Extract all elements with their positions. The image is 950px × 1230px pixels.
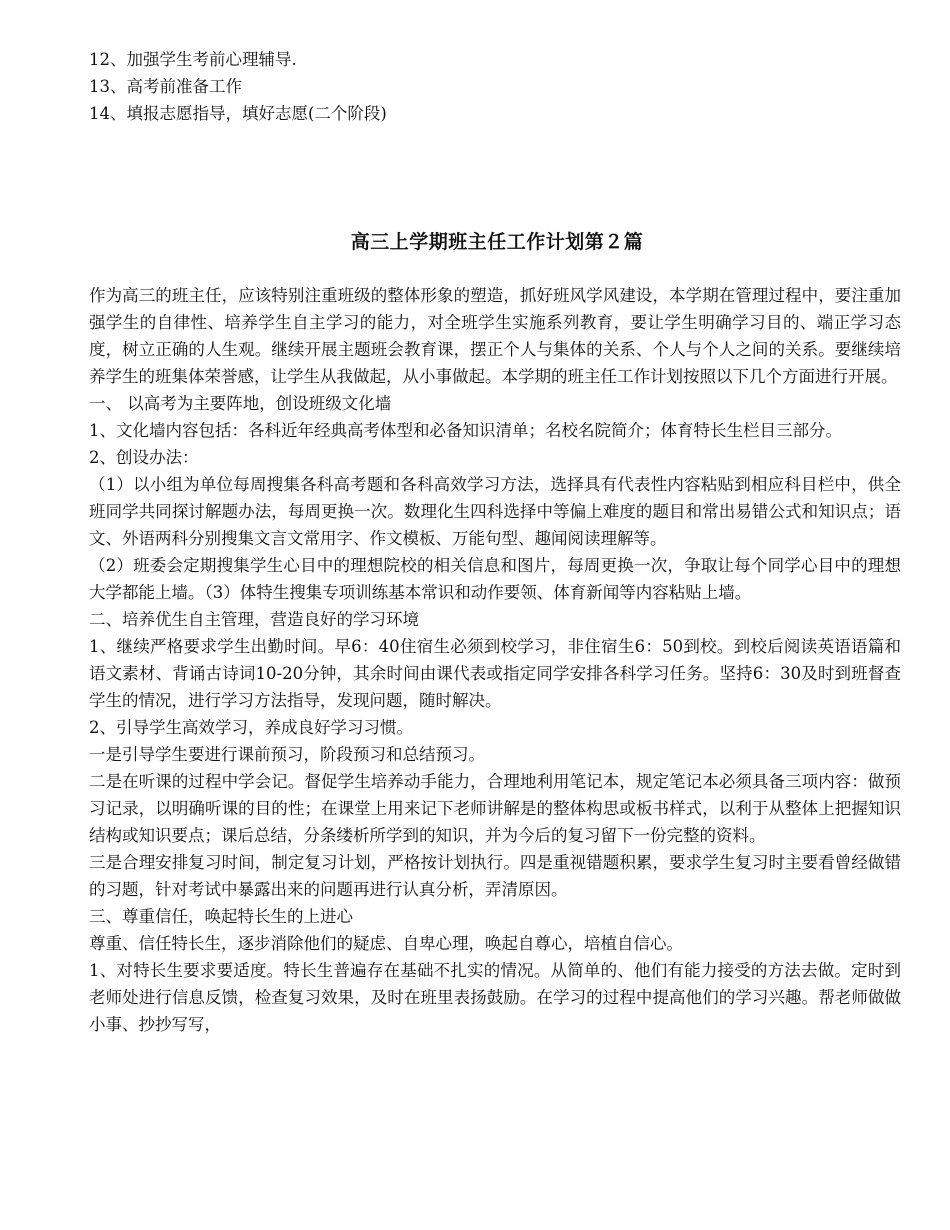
list-item: 13、高考前准备工作 <box>89 77 242 96</box>
paragraph: 1、对特长生要求要适度。特长生普遍存在基础不扎实的情况。从简单的、他们有能力接受的方法去做。定时到老师处进行信息反馈，检查复习效果，及时在班里表扬鼓励。在学习的过程中提高他们的学习兴趣。帮老师做做小事、抄抄写写， <box>89 961 901 1034</box>
list-item: 12、加强学生考前心理辅导. <box>89 50 297 69</box>
list-item: 14、填报志愿指导，填好志愿(二个阶段) <box>89 104 387 123</box>
section-heading-1: 一、 以高考为主要阵地，创设班级文化墙 <box>89 394 392 413</box>
article-body <box>89 282 901 1038</box>
paragraph: 2、引导学生高效学习，养成良好学习习惯。 <box>89 718 413 737</box>
paragraph: 1、文化墙内容包括：各科近年经典高考体型和必备知识清单；名校名院简介；体育特长生栏目三部分。 <box>89 421 842 440</box>
paragraph: （2）班委会定期搜集学生心目中的理想院校的相关信息和图片，每周更换一次，争取让每个同学心目中的理想大学都能上墙。（3）体特生搜集专项训练基本常识和动作要领、体育新闻等内容粘贴上墙。 <box>89 556 901 602</box>
intro-paragraph: 作为高三的班主任，应该特别注重班级的整体形象的塑造，抓好班风学风建设，本学期在管理过程中，要注重加强学生的自律性、培养学生自主学习的能力，对全班学生实施系列教育，要让学生明确学习目的、端正学习态度，树立正确的人生观。继续开展主题班会教育课，摆正个人与集体的关系、个人与个人之间的关系。要继续培养学生的班集体荣誉感，让学生从我做起，从小事做起。本学期的班主任工作计划按照以下几个方面进行开展。 <box>89 286 901 386</box>
paragraph: 2、创设办法： <box>89 448 199 467</box>
paragraph: （1）以小组为单位每周搜集各科高考题和各科高效学习方法，选择具有代表性内容粘贴到相应科目栏中，供全班同学共同探讨解题办法，每周更换一次。数理化生四科选择中等偏上难度的题目和常出易错公式和知识点；语文、外语两科分别搜集文言文常用字、作文模板、万能句型、趣闻阅读理解等。 <box>89 475 901 548</box>
paragraph: 三是合理安排复习时间，制定复习计划，严格按计划执行。四是重视错题积累，要求学生复习时主要看曾经做错的习题，针对考试中暴露出来的问题再进行认真分析，弄清原因。 <box>89 853 901 899</box>
paragraph: 二是在听课的过程中学会记。督促学生培养动手能力，合理地利用笔记本，规定笔记本必须具备三项内容：做预习记录，以明确听课的目的性；在课堂上用来记下老师讲解是的整体构思或板书样式，以利于从整体上把握知识结构或知识要点；课后总结，分条缕析所学到的知识，并为今后的复习留下一份完整的资料。 <box>89 772 901 845</box>
previous-section-list <box>89 46 905 127</box>
paragraph: 尊重、信任特长生，逐步消除他们的疑虑、自卑心理，唤起自尊心，培植自信心。 <box>89 934 683 953</box>
section-heading-2: 二、培养优生自主管理，营造良好的学习环境 <box>89 610 419 629</box>
paragraph: 1、继续严格要求学生出勤时间。早6：40住宿生必须到校学习，非住宿生6：50到校。到校后阅读英语语篇和语文素材、背诵古诗词10-20分钟，其余时间由课代表或指定同学安排各科学习任务。坚持6：30及时到班督查学生的情况，进行学习方法指导，发现问题，随时解决。 <box>89 637 901 710</box>
section-heading-3: 三、尊重信任，唤起特长生的上进心 <box>89 907 353 926</box>
paragraph: 一是引导学生要进行课前预习，阶段预习和总结预习。 <box>89 745 485 764</box>
article-title: 高三上学期班主任工作计划第２篇 <box>350 231 644 253</box>
